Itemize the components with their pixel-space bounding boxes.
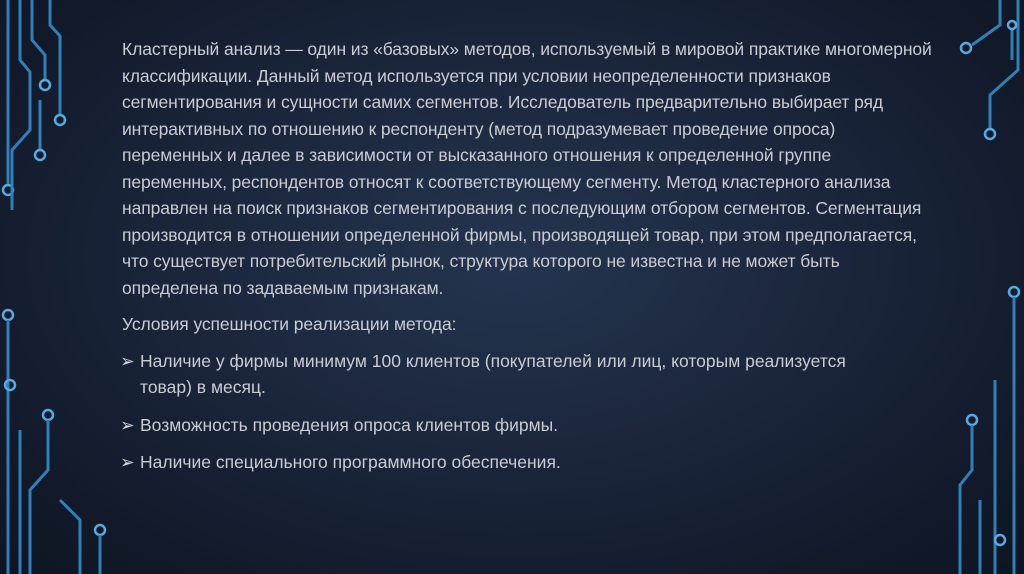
bullet-item bbox=[122, 412, 932, 439]
bullet-item bbox=[122, 348, 932, 401]
circuit-bottom-left bbox=[3, 310, 105, 574]
slide-content bbox=[122, 36, 932, 487]
conditions-heading: Условия успешности реализации метода: bbox=[122, 314, 457, 334]
arrow-bullet-icon: ➢ bbox=[120, 452, 135, 472]
main-paragraph: Кластерный анализ — один из «базовых» методов, используемый в мировой практике многомерной классификации. Данный метод используется при условии неопределенности признаков сегментирования и сущности самих сегментов. Исследователь предварительно выбирает ряд интерактивных по отношению к респонденту (метод подразумевает проведение опроса) переменных и далее в зависимости от высказанного отношения к определенной группе переменных, респондентов относят к соответствующему сегменту. Метод кластерного анализа направлен на поиск признаков сегментирования с последующим отбором сегментов. Сегментация производится в отношении определенной фирмы, производящей товар, при этом предполагается, что существует потребительский рынок, структура которого не известна и не может быть определена по задаваемым признакам. bbox=[122, 39, 932, 298]
arrow-bullet-icon: ➢ bbox=[120, 414, 135, 435]
arrow-bullet-icon: ➢ bbox=[120, 350, 135, 371]
bullet-text: Возможность проведения опроса клиентов фирмы. bbox=[140, 414, 559, 435]
circuit-bottom-right bbox=[960, 287, 1019, 574]
circuit-top-left bbox=[3, 0, 65, 210]
bullet-text: Наличие специального программного обеспечения. bbox=[140, 452, 561, 472]
bullet-text: Наличие у фирмы минимум 100 клиентов (покупателей или лиц, которым реализуется товар) в месяц. bbox=[140, 350, 846, 397]
circuit-top-right bbox=[961, 0, 1018, 139]
bullet-item bbox=[122, 449, 932, 476]
